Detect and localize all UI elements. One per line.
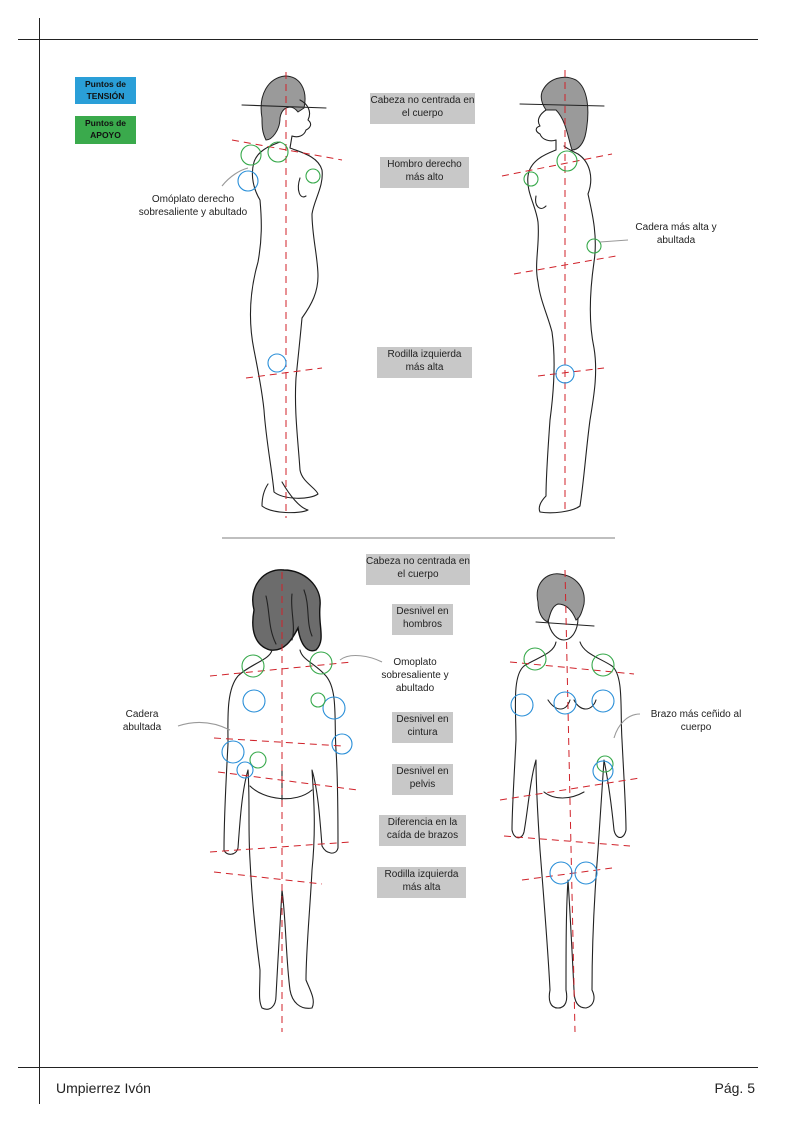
footer-author: Umpierrez Ivón (56, 1080, 151, 1096)
figure-side-left (502, 70, 616, 513)
scapula-arrow-top (222, 168, 248, 186)
legend-tension: Puntos de TENSIÓN (75, 77, 136, 104)
tag-arms-bottom: Diferencia en la caída de brazos (379, 815, 466, 846)
note-scapula-bottom: Omoplato sobresaliente y abultado (381, 657, 449, 694)
tag-head-bottom: Cabeza no centrada en el cuerpo (366, 554, 470, 585)
hip-arrow-back (178, 723, 230, 730)
tag-shoulders-bottom: Desnivel en hombros (392, 604, 453, 635)
legend-support: Puntos de APOYO (75, 116, 136, 144)
tag-waist-bottom: Desnivel en cintura (392, 712, 453, 743)
note-arm-bottom: Brazo más ceñido al cuerpo (650, 709, 742, 733)
hip-arrow-top (600, 240, 628, 242)
figure-back (178, 570, 382, 1032)
arm-arrow (614, 714, 640, 738)
tag-knee-top: Rodilla izquierda más alta (377, 347, 472, 378)
tag-head-top: Cabeza no centrada en el cuerpo (370, 93, 475, 124)
note-hip-bottom: Cadera abultada (122, 709, 162, 733)
tag-pelvis-bottom: Desnivel en pelvis (392, 764, 453, 795)
footer-page-number: Pág. 5 (714, 1080, 755, 1096)
figure-side-right (232, 72, 342, 518)
note-scapula-top: Omóplato derecho sobresaliente y abultado (138, 194, 248, 218)
tag-shoulder-top: Hombro derecho más alto (380, 157, 469, 188)
tag-knee-bottom: Rodilla izquierda más alta (377, 867, 466, 898)
figure-front (500, 570, 640, 1032)
note-hip-top: Cadera más alta y abultada (635, 222, 717, 246)
